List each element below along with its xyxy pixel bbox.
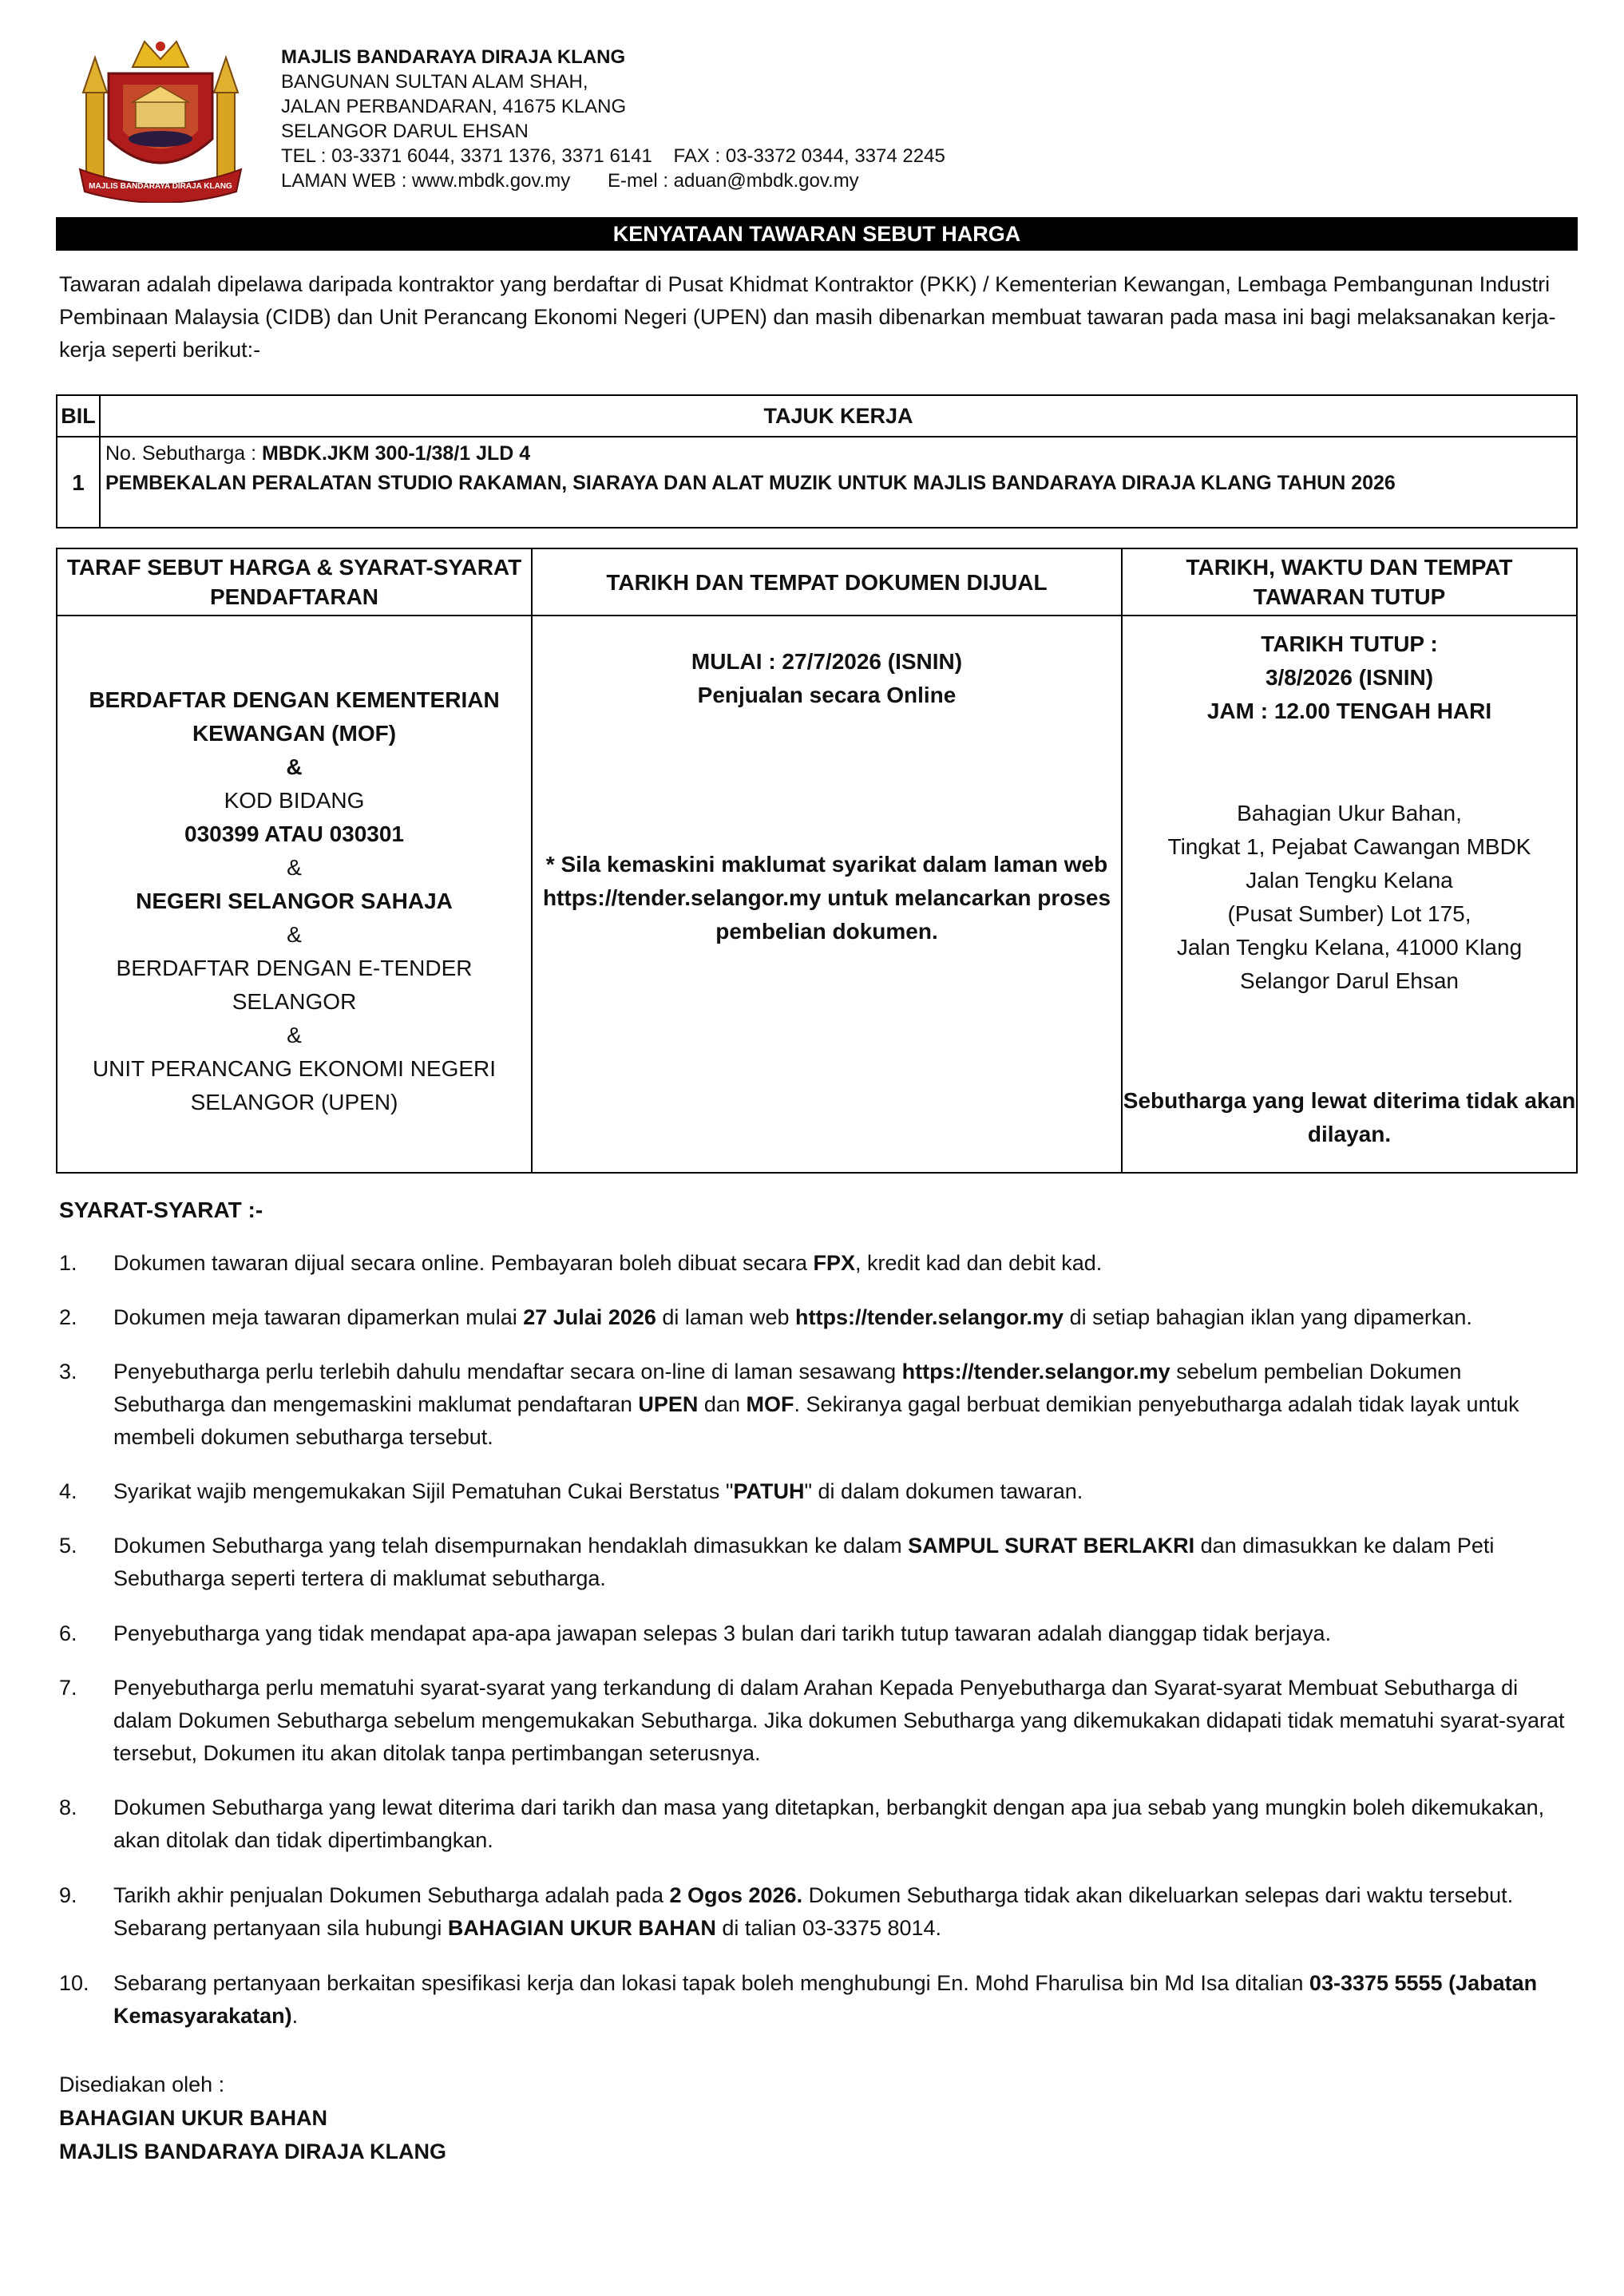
condition-emphasis: 2 Ogos 2026.	[669, 1883, 803, 1907]
condition-number: 10.	[59, 1971, 89, 1995]
sale-online: Penjualan secara Online	[697, 683, 957, 707]
req-etender-2: SELANGOR	[232, 989, 357, 1014]
closing-address-6: Selangor Darul Ehsan	[1240, 968, 1459, 993]
sale-note-2: https://tender.selangor.my untuk melancarkan proses	[542, 885, 1111, 910]
web-email-line: LAMAN WEB : www.mbdk.gov.my E-mel : aduan@mbdk.gov.my	[281, 170, 859, 192]
condition-text-part: Penyebutharga yang tidak mendapat apa-apa jawapan selepas 3 bulan dari tarikh tutup tawaran adalah dianggap tidak berjaya.	[113, 1621, 1332, 1645]
closing-address-4: (Pusat Sumber) Lot 175,	[1227, 901, 1472, 926]
council-crest-logo	[77, 35, 244, 203]
sale-note-3: pembelian dokumen.	[715, 919, 938, 944]
org-name: MAJLIS BANDARAYA DIRAJA KLANG	[281, 46, 626, 68]
document-sale-cell	[532, 616, 1122, 1173]
condition-emphasis: BAHAGIAN UKUR BAHAN	[447, 1916, 716, 1940]
closing-details-cell	[1122, 616, 1577, 1173]
condition-text-part: Penyebutharga perlu mematuhi syarat-syarat yang terkandung di dalam Arahan Kepada Penyebutharga dan Syarat-syarat Membuat Sebutharga di dalam Dokumen Sebutharga sebelum mengemukakan Sebutharga. Jika dokumen Sebutharga yang dikemukakan didapati tidak mematuhi syarat-syarat tersebut, Dokumen itu akan ditolak tanpa pertimbangan seterusnya.	[113, 1676, 1565, 1765]
late-notice-2: dilayan.	[1307, 1122, 1392, 1146]
condition-text-part: Tarikh akhir penjualan Dokumen Sebutharga adalah pada	[113, 1883, 670, 1907]
condition-number: 6.	[59, 1621, 77, 1645]
ref-number: MBDK.JKM 300-1/38/1 JLD 4	[261, 442, 531, 465]
condition-number: 9.	[59, 1883, 77, 1907]
col-bil-header: BIL	[57, 395, 100, 437]
condition-text-part: Dokumen Sebutharga tidak akan dikeluarkan selepas dari waktu tersebut. Sebarang pertanyaan sila hubungi	[113, 1883, 1514, 1940]
condition-emphasis: PATUH	[733, 1479, 805, 1503]
work-title-cell	[100, 437, 1577, 528]
condition-item	[59, 1879, 1578, 1945]
condition-text	[113, 1356, 1578, 1454]
condition-text	[113, 1301, 1578, 1334]
col-closing-header: TARIKH, WAKTU DAN TEMPAT TAWARAN TUTUP	[1122, 548, 1577, 616]
work-title-table	[56, 394, 1578, 528]
condition-text-part: di talian 03-3375 8014.	[715, 1916, 942, 1940]
condition-emphasis: 27 Julai 2026	[523, 1305, 656, 1329]
condition-text-part: di laman web	[656, 1305, 795, 1329]
condition-item	[59, 1356, 1578, 1454]
condition-text	[113, 1475, 1578, 1508]
condition-item	[59, 1475, 1578, 1508]
req-and-4: &	[287, 1023, 302, 1047]
condition-text	[113, 1791, 1578, 1857]
sale-start-date: MULAI : 27/7/2026 (ISNIN)	[691, 649, 963, 674]
condition-text-part: .	[291, 2004, 299, 2028]
closing-date: 3/8/2026 (ISNIN)	[1265, 665, 1434, 690]
closing-label: TARIKH TUTUP :	[1261, 631, 1438, 656]
condition-number: 5.	[59, 1534, 77, 1558]
condition-emphasis: https://tender.selangor.my	[901, 1360, 1170, 1384]
condition-text-part: Dokumen meja tawaran dipamerkan mulai	[113, 1305, 524, 1329]
prepared-by-dept: BAHAGIAN UKUR BAHAN	[59, 2106, 327, 2130]
letterhead	[281, 45, 945, 193]
condition-text	[113, 1247, 1578, 1280]
closing-address-1: Bahagian Ukur Bahan,	[1237, 801, 1462, 825]
condition-number: 7.	[59, 1676, 77, 1700]
col-document-sale-header: TARIKH DAN TEMPAT DOKUMEN DIJUAL	[532, 548, 1122, 616]
work-title: PEMBEKALAN PERALATAN STUDIO RAKAMAN, SIARAYA DAN ALAT MUZIK UNTUK MAJLIS BANDARAYA DIRAJA KLANG TAHUN 2026	[105, 472, 1396, 494]
req-upen-2: SELANGOR (UPEN)	[190, 1090, 398, 1114]
condition-number: 1.	[59, 1251, 77, 1275]
condition-item	[59, 1672, 1578, 1770]
condition-text	[113, 1617, 1578, 1650]
condition-number: 8.	[59, 1795, 77, 1819]
condition-text-part: , kredit kad dan debit kad.	[855, 1251, 1103, 1275]
prepared-by-block	[59, 2068, 446, 2168]
condition-item	[59, 1967, 1578, 2033]
condition-text-part: Sebarang pertanyaan berkaitan spesifikasi kerja dan lokasi tapak boleh menghubungi En. Mohd Fharulisa bin Md Isa ditalian	[113, 1971, 1309, 1995]
condition-text-part: Syarikat wajib mengemukakan Sijil Pematuhan Cukai Berstatus "	[113, 1479, 734, 1503]
condition-emphasis: UPEN	[638, 1392, 699, 1416]
condition-emphasis: FPX	[813, 1251, 856, 1275]
condition-item	[59, 1791, 1578, 1857]
req-etender-1: BERDAFTAR DENGAN E-TENDER	[116, 956, 473, 980]
condition-text-part: " di dalam dokumen tawaran.	[804, 1479, 1083, 1503]
req-kod-values: 030399 ATAU 030301	[184, 821, 404, 846]
condition-emphasis: 03-3375 5555 (Jabatan Kemasyarakatan)	[113, 1971, 1538, 2028]
condition-text-part: . Sekiranya gagal berbuat demikian penyebutharga adalah tidak layak untuk membeli dokumen sebutharga tersebut.	[113, 1392, 1519, 1449]
req-kod-bidang: KOD BIDANG	[224, 788, 365, 813]
condition-text-part: Dokumen Sebutharga yang lewat diterima dari tarikh dan masa yang ditetapkan, berbangkit dengan apa jua sebab yang mungkin boleh dikemukakan, akan ditolak dan tidak dipertimbangkan.	[113, 1795, 1545, 1852]
closing-address-5: Jalan Tengku Kelana, 41000 Klang	[1176, 935, 1523, 960]
req-mof-2: KEWANGAN (MOF)	[192, 721, 397, 746]
intro-paragraph: Tawaran adalah dipelawa daripada kontraktor yang berdaftar di Pusat Khidmat Kontraktor (PKK) / Kementerian Kewangan, Lembaga Pembangunan Industri Pembinaan Malaysia (CIDB) dan Unit Perancang Ekonomi Negeri (UPEN) dan masih dibenarkan membuat tawaran pada masa ini bagi melaksanakan kerja-kerja seperti berikut:-	[59, 272, 1556, 362]
req-and-2: &	[287, 855, 302, 880]
row-number: 1	[57, 437, 100, 528]
sale-note-1: * Sila kemaskini maklumat syarikat dalam laman web	[545, 852, 1108, 877]
condition-text-part: dan	[698, 1392, 747, 1416]
condition-item	[59, 1530, 1578, 1595]
condition-item	[59, 1301, 1578, 1334]
condition-text-part: sebelum pembelian Dokumen Sebutharga dan mengemaskini maklumat pendaftaran	[113, 1360, 1462, 1416]
condition-item	[59, 1247, 1578, 1280]
condition-text-part: Penyebutharga perlu terlebih dahulu mendaftar secara on-line di laman sesawang	[113, 1360, 902, 1384]
notice-banner-title: KENYATAAN TAWARAN SEBUT HARGA	[56, 217, 1578, 251]
condition-number: 3.	[59, 1360, 77, 1384]
closing-address-3: Jalan Tengku Kelana	[1246, 868, 1453, 893]
late-notice-1: Sebutharga yang lewat diterima tidak akan	[1123, 1088, 1576, 1113]
condition-number: 4.	[59, 1479, 77, 1503]
contact-line: TEL : 03-3371 6044, 3371 1376, 3371 6141 FAX : 03-3372 0344, 3374 2245	[281, 145, 945, 167]
condition-text-part: di setiap bahagian iklan yang dipamerkan.	[1064, 1305, 1472, 1329]
ref-label: No. Sebutharga :	[105, 442, 262, 465]
condition-text-part: Dokumen tawaran dijual secara online. Pembayaran boleh dibuat secara	[113, 1251, 814, 1275]
prepared-by-label: Disediakan oleh :	[59, 2072, 225, 2096]
condition-text	[113, 1879, 1578, 1945]
condition-text-part: Dokumen Sebutharga yang telah disempurnakan hendaklah dimasukkan ke dalam	[113, 1534, 909, 1558]
req-mof-1: BERDAFTAR DENGAN KEMENTERIAN	[89, 687, 500, 712]
conditions-title: SYARAT-SYARAT :-	[59, 1197, 263, 1222]
condition-text	[113, 1672, 1578, 1770]
condition-emphasis: MOF	[746, 1392, 794, 1416]
condition-text	[113, 1530, 1578, 1595]
address-line-3: SELANGOR DARUL EHSAN	[281, 121, 529, 142]
req-upen-1: UNIT PERANCANG EKONOMI NEGERI	[92, 1056, 497, 1081]
condition-text	[113, 1967, 1578, 2033]
condition-item	[59, 1617, 1578, 1650]
registration-requirements-cell	[57, 616, 532, 1173]
condition-text-part: dan dimasukkan ke dalam Peti Sebutharga seperti tertera di maklumat sebutharga.	[113, 1534, 1495, 1590]
req-and-1: &	[286, 754, 303, 779]
closing-address-2: Tingkat 1, Pejabat Cawangan MBDK	[1167, 834, 1531, 859]
closing-time: JAM : 12.00 TENGAH HARI	[1206, 699, 1492, 723]
req-and-3: &	[287, 922, 302, 947]
prepared-by-org: MAJLIS BANDARAYA DIRAJA KLANG	[59, 2140, 447, 2163]
crest-ribbon-text: MAJLIS BANDARAYA DIRAJA KLANG	[89, 182, 232, 191]
address-line-1: BANGUNAN SULTAN ALAM SHAH,	[281, 71, 588, 93]
condition-emphasis: SAMPUL SURAT BERLAKRI	[908, 1534, 1195, 1558]
condition-number: 2.	[59, 1305, 77, 1329]
col-tajuk-header: TAJUK KERJA	[100, 395, 1577, 437]
condition-emphasis: https://tender.selangor.my	[794, 1305, 1064, 1329]
req-selangor-only: NEGERI SELANGOR SAHAJA	[136, 889, 453, 913]
address-line-2: JALAN PERBANDARAN, 41675 KLANG	[281, 96, 627, 117]
tender-details-table	[56, 548, 1578, 1174]
col-registration-header: TARAF SEBUT HARGA & SYARAT-SYARAT PENDAFTARAN	[57, 548, 532, 616]
